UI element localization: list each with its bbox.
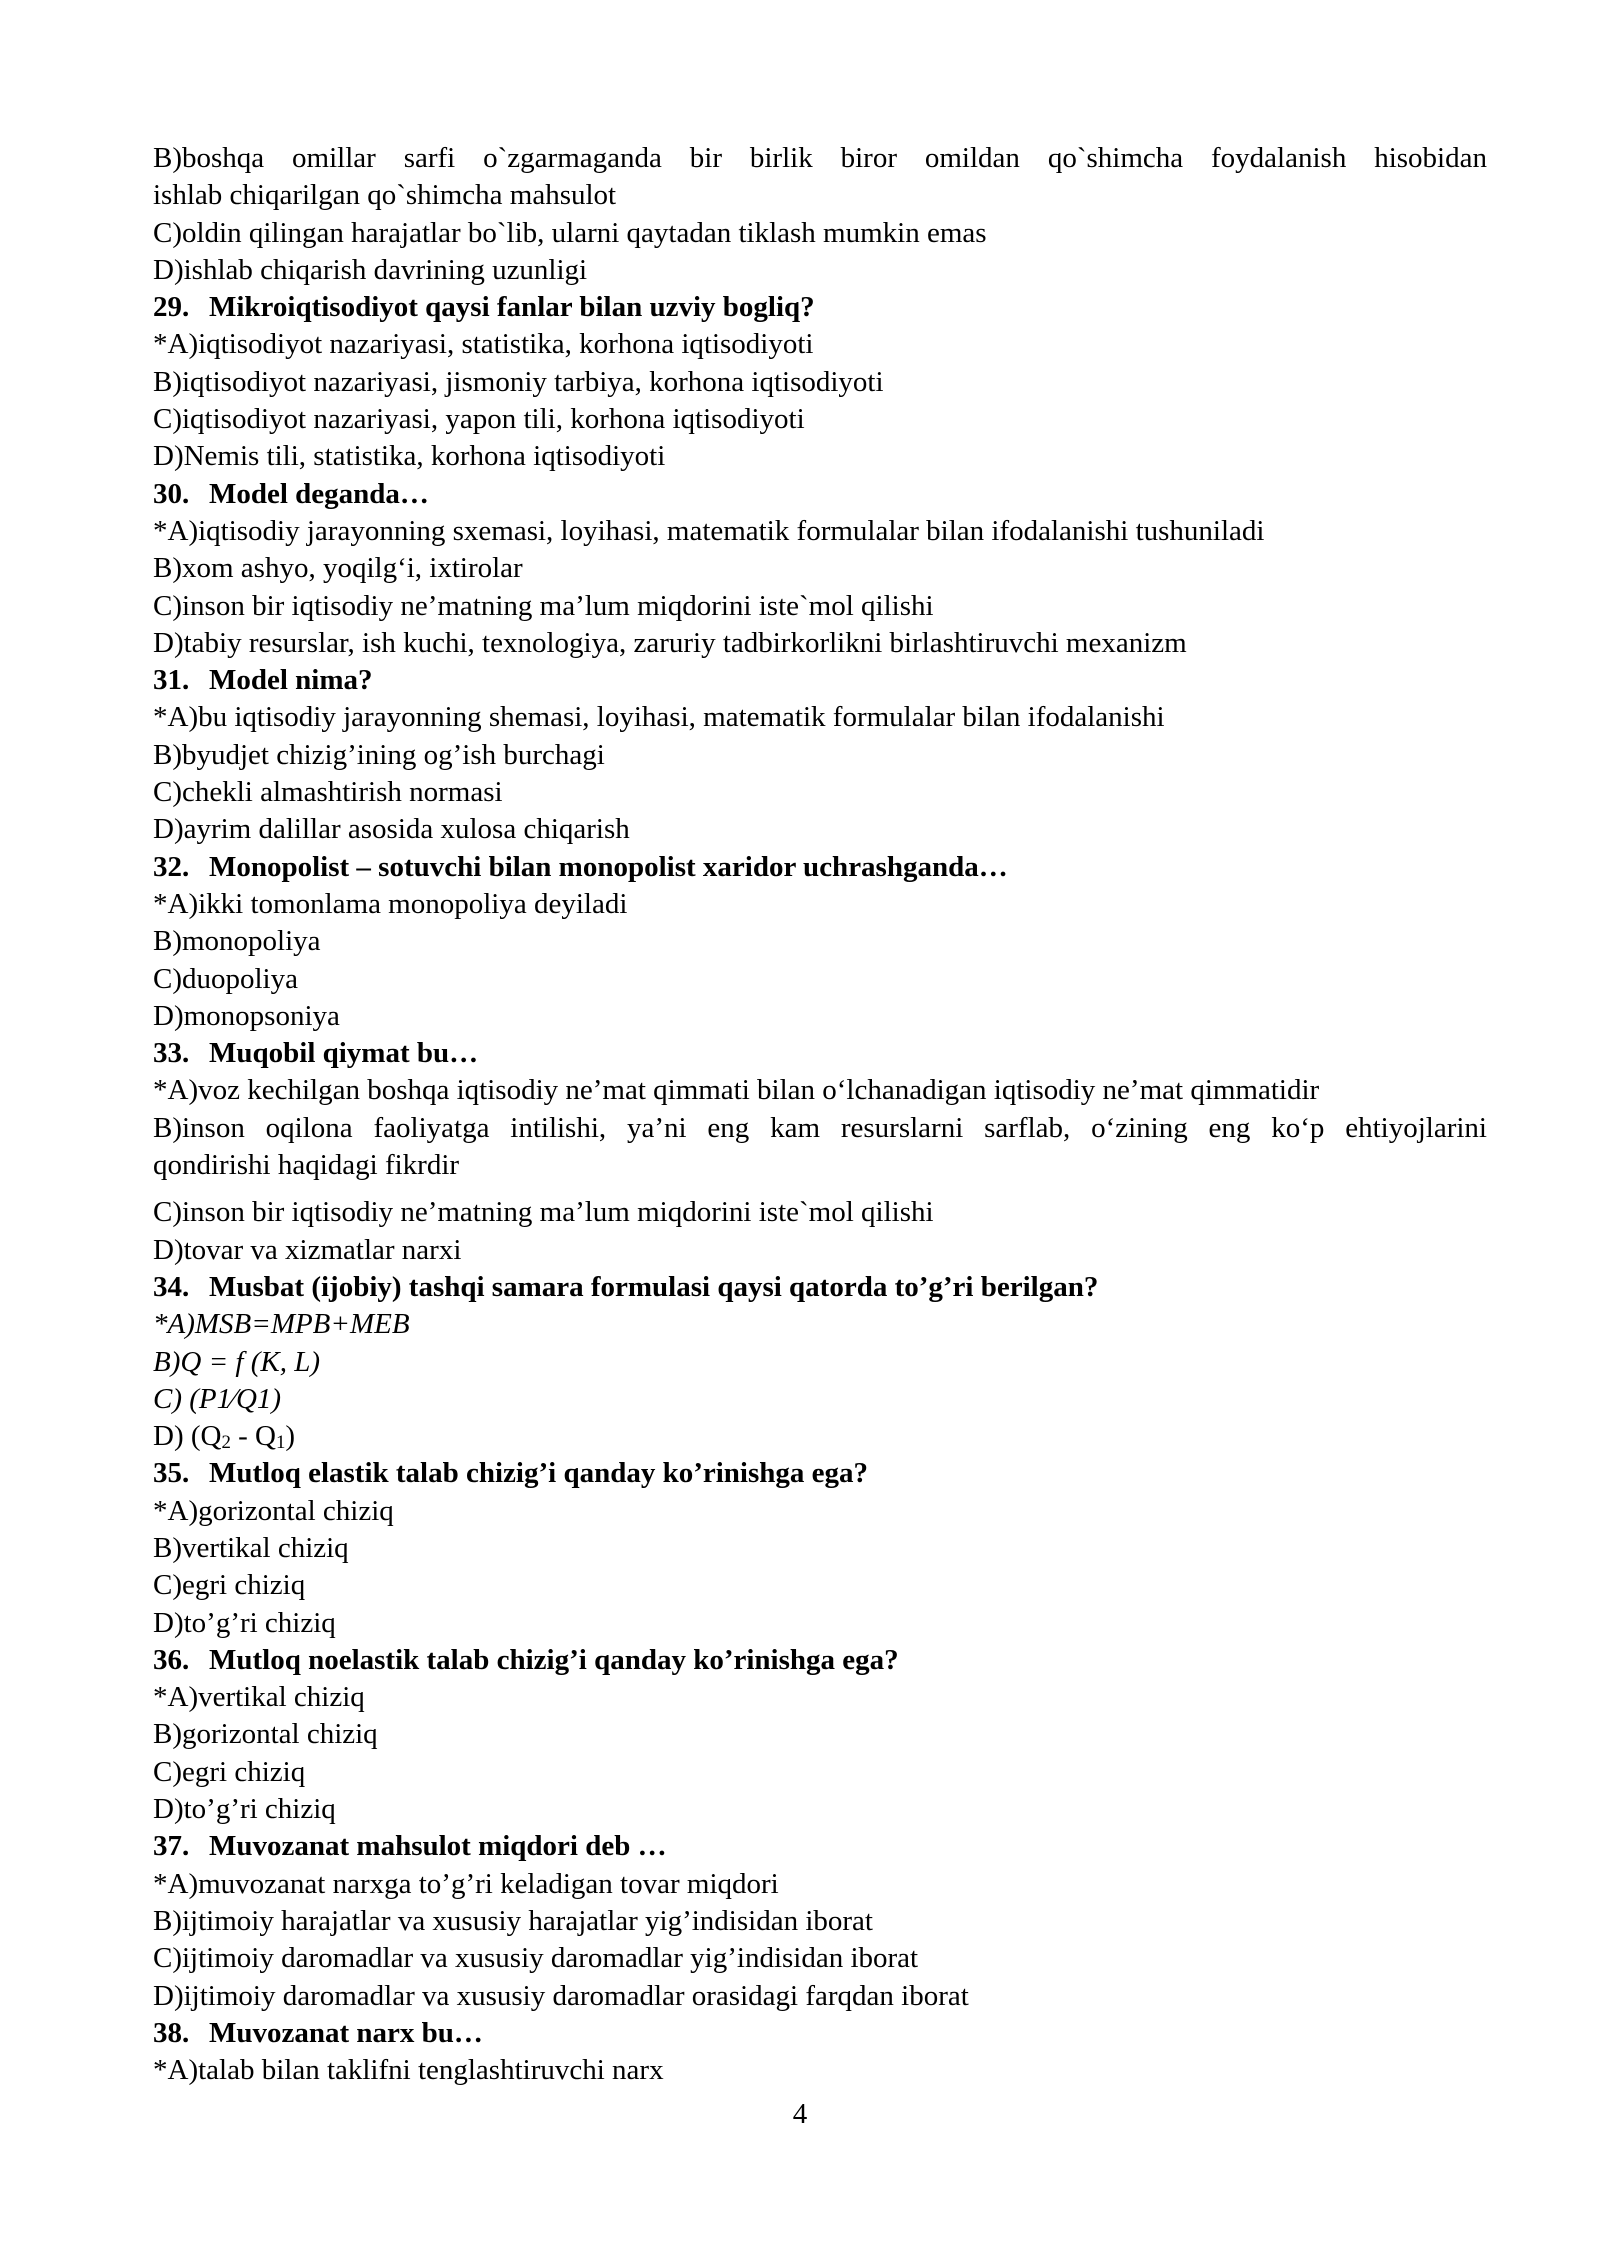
formula-subscript-1: 1	[275, 1432, 286, 1454]
formula-prefix: D) (Q	[153, 1420, 222, 1453]
question-text: Mutloq elastik talab chizig’i qanday ko’rinishga ega?	[209, 1457, 869, 1490]
option-b-q33-line1: B)inson oqilona faoliyatga intilishi, ya’ni eng kam resurslarni sarflab, o‘zining eng ko‘p ehtiyojlarini	[153, 1111, 1487, 1144]
question-37	[153, 1828, 1487, 1865]
option-b-q31: B)byudjet chizig’ining og’ish burchagi	[153, 738, 605, 771]
option-d-q28: D)ishlab chiqarish davrining uzunligi	[153, 253, 588, 286]
question-text: Monopolist – sotuvchi bilan monopolist xaridor uchrashganda…	[209, 850, 1008, 883]
option-d-q37: D)ijtimoiy daromadlar va xususiy daromadlar orasidagi farqdan iborat	[153, 1979, 969, 2012]
option-a-q31: *A)bu iqtisodiy jarayonning shemasi, loyihasi, matematik formulalar bilan ifodalanishi	[153, 701, 1165, 734]
question-text: Muvozanat narx bu…	[209, 2016, 483, 2049]
formula-subscript-2: 2	[221, 1432, 231, 1454]
question-number: 35.	[153, 1457, 190, 1490]
document-page	[153, 140, 1487, 2089]
option-b-q37: B)ijtimoiy harajatlar va xususiy harajatlar yig’indisidan iborat	[153, 1904, 873, 1937]
option-a-q34: *A)MSB=MPB+MEB	[153, 1308, 410, 1341]
option-b-q28-line2: ishlab chiqarilgan qo`shimcha mahsulot	[153, 179, 617, 212]
option-c-q28: C)oldin qilingan harajatlar bo`lib, ularni qaytadan tiklash mumkin emas	[153, 216, 987, 249]
option-c-q35: C)egri chiziq	[153, 1569, 306, 1602]
option-d-q33: D)tovar va xizmatlar narxi	[153, 1233, 462, 1266]
question-text: Muvozanat mahsulot miqdori deb …	[209, 1830, 667, 1863]
option-d-q30: D)tabiy resurslar, ish kuchi, texnologiya, zaruriy tadbirkorlikni birlashtiruvchi mexanizm	[153, 626, 1187, 659]
option-a-q32: *A)ikki tomonlama monopoliya deyiladi	[153, 887, 628, 920]
option-a-q29: *A)iqtisodiyot nazariyasi, statistika, korhona iqtisodiyoti	[153, 328, 814, 361]
question-30	[153, 476, 1487, 513]
option-d-q31: D)ayrim dalillar asosida xulosa chiqarish	[153, 813, 630, 846]
question-text: Mutloq noelastik talab chizig’i qanday ko’rinishga ega?	[209, 1643, 899, 1676]
option-a-q30: *A)iqtisodiy jarayonning sxemasi, loyihasi, matematik formulalar bilan ifodalanishi tushuniladi	[153, 514, 1265, 547]
option-c-q34: C) (P1⁄Q1)	[153, 1382, 282, 1415]
question-number: 36.	[153, 1643, 190, 1676]
question-text: Model deganda…	[209, 477, 429, 510]
question-34	[153, 1269, 1487, 1306]
option-a-q35: *A)gorizontal chiziq	[153, 1494, 394, 1527]
option-c-q30: C)inson bir iqtisodiy ne’matning ma’lum miqdorini iste`mol qilishi	[153, 589, 934, 622]
option-b-q29: B)iqtisodiyot nazariyasi, jismoniy tarbiya, korhona iqtisodiyoti	[153, 365, 884, 398]
option-c-q33: C)inson bir iqtisodiy ne’matning ma’lum miqdorini iste`mol qilishi	[153, 1196, 934, 1229]
option-c-q29: C)iqtisodiyot nazariyasi, yapon tili, korhona iqtisodiyoti	[153, 403, 805, 436]
option-d-q36: D)to’g’ri chiziq	[153, 1793, 336, 1826]
option-a-q38: *A)talab bilan taklifni tenglashtiruvchi narx	[153, 2054, 664, 2087]
question-number: 30.	[153, 477, 190, 510]
formula-minus: - Q	[230, 1420, 276, 1453]
option-d-q32: D)monopsoniya	[153, 999, 340, 1032]
question-36	[153, 1642, 1487, 1679]
option-a-q36: *A)vertikal chiziq	[153, 1681, 365, 1714]
option-c-q36: C)egri chiziq	[153, 1755, 306, 1788]
question-29	[153, 289, 1487, 326]
question-number: 38.	[153, 2016, 190, 2049]
question-text: Mikroiqtisodiyot qaysi fanlar bilan uzviy bogliq?	[209, 291, 815, 324]
page-number: 4	[792, 2098, 808, 2130]
option-b-q34: B)Q = f (K, L)	[153, 1345, 320, 1378]
question-number: 31.	[153, 664, 190, 697]
question-32	[153, 849, 1487, 886]
option-d-q34	[153, 1418, 1487, 1455]
question-text: Musbat (ijobiy) tashqi samara formulasi qaysi qatorda to’g’ri berilgan?	[209, 1270, 1099, 1303]
option-d-q29: D)Nemis tili, statistika, korhona iqtisodiyoti	[153, 440, 666, 473]
question-35	[153, 1455, 1487, 1492]
option-d-q35: D)to’g’ri chiziq	[153, 1606, 336, 1639]
formula-suffix: )	[285, 1420, 296, 1453]
question-number: 29.	[153, 291, 190, 324]
option-b-q36: B)gorizontal chiziq	[153, 1718, 378, 1751]
option-c-q31: C)chekli almashtirish normasi	[153, 776, 503, 809]
question-38	[153, 2015, 1487, 2052]
question-number: 34.	[153, 1270, 190, 1303]
option-b-q30: B)xom ashyo, yoqilg‘i, ixtirolar	[153, 552, 523, 585]
option-a-q33: *A)voz kechilgan boshqa iqtisodiy ne’mat qimmati bilan o‘lchanadigan iqtisodiy ne’mat qimmatidir	[153, 1074, 1320, 1107]
question-31	[153, 662, 1487, 699]
option-b-q32: B)monopoliya	[153, 925, 321, 958]
option-a-q37: *A)muvozanat narxga to’g’ri keladigan tovar miqdori	[153, 1867, 779, 1900]
option-c-q37: C)ijtimoiy daromadlar va xususiy daromadlar yig’indisidan iborat	[153, 1942, 919, 1975]
option-b-q35: B)vertikal chiziq	[153, 1531, 349, 1564]
option-c-q32: C)duopoliya	[153, 962, 298, 995]
question-number: 32.	[153, 850, 190, 883]
option-b-q28-line1: B)boshqa omillar sarfi o`zgarmaganda bir birlik biror omildan qo`shimcha foydalanish hisobidan	[153, 142, 1487, 174]
question-text: Model nima?	[209, 664, 373, 697]
question-text: Muqobil qiymat bu…	[209, 1037, 479, 1070]
question-number: 33.	[153, 1037, 190, 1070]
question-33	[153, 1035, 1487, 1072]
option-b-q33-line2: qondirishi haqidagi fikrdir	[153, 1149, 460, 1182]
question-number: 37.	[153, 1830, 190, 1863]
